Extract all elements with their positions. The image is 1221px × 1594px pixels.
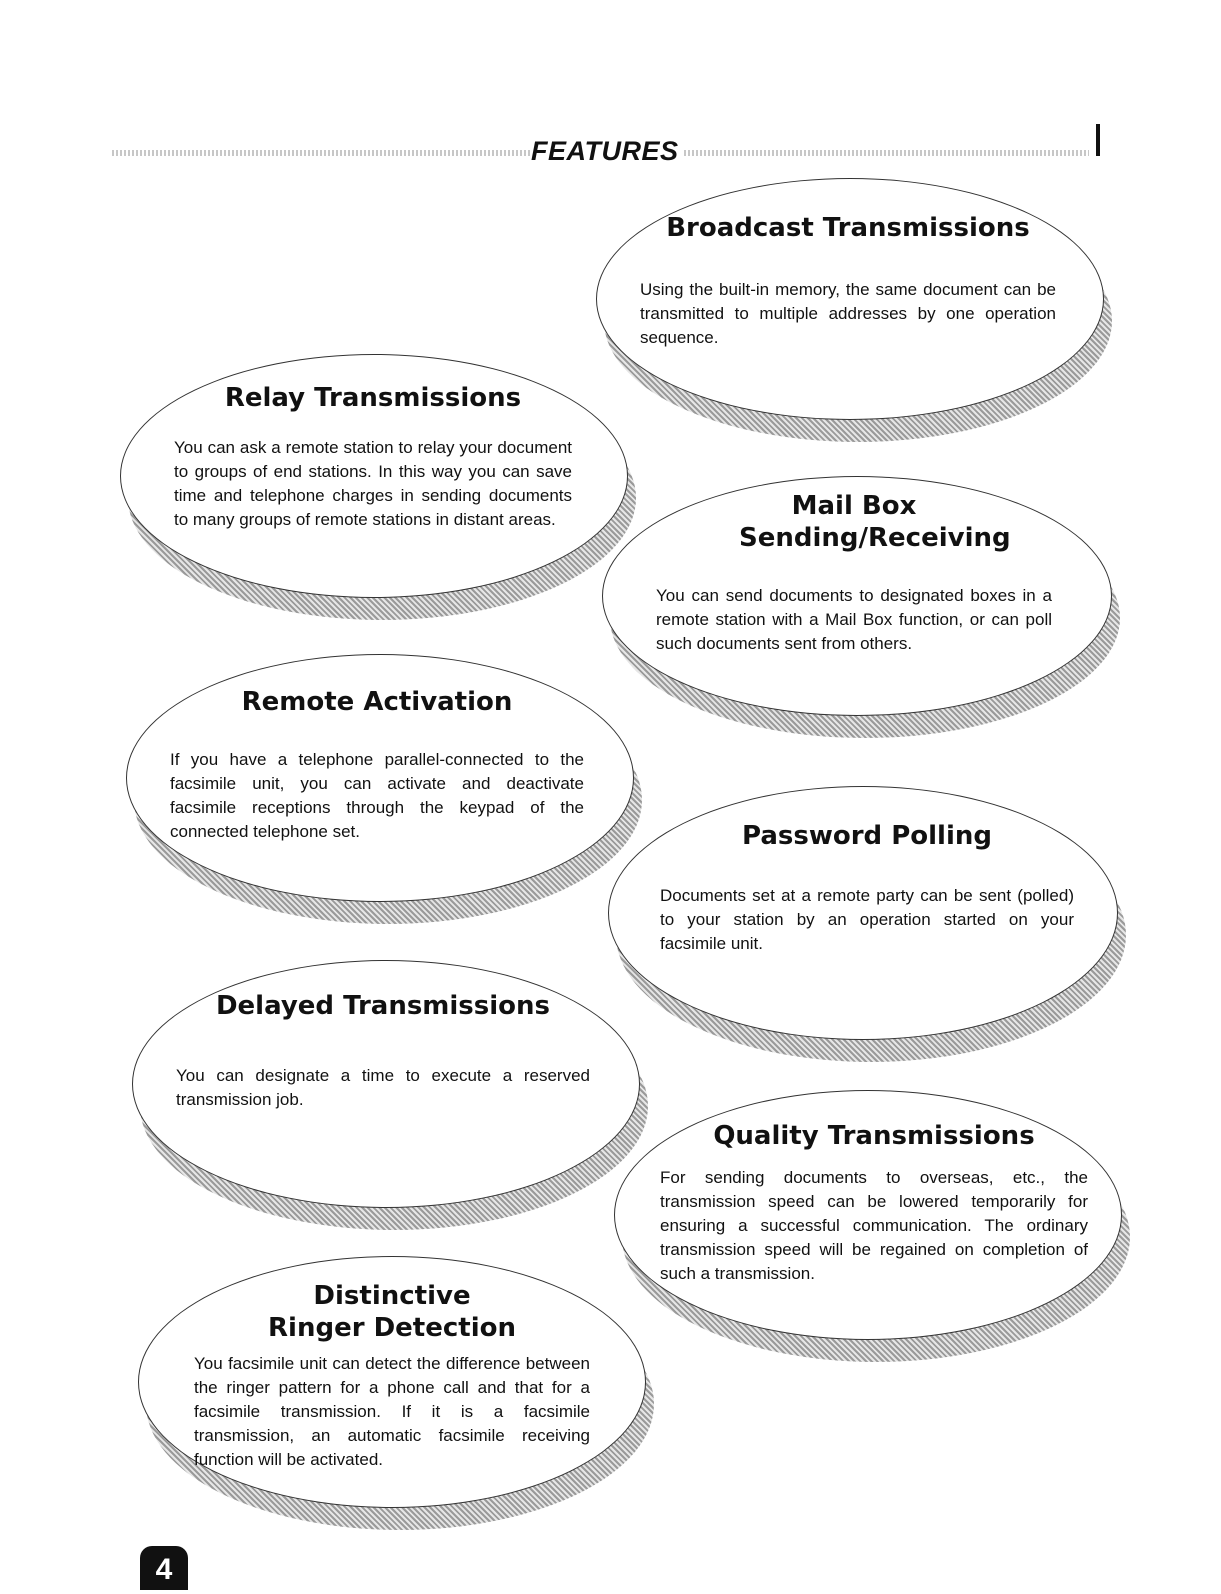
header-rule-right — [684, 150, 1089, 156]
page-title: FEATURES — [531, 136, 679, 166]
header-rule-left — [112, 150, 530, 156]
feature-description: For sending documents to overseas, etc., the transmission speed can be lowered temporarily for ensuring a successful communication. The ordinary transmission speed will be regained on completion of such a transmission. — [660, 1168, 1088, 1283]
feature-title: Remote Activation — [241, 687, 513, 717]
feature-title: Broadcast Transmissions — [666, 213, 1030, 243]
feature-description: Using the built-in memory, the same document can be transmitted to multiple addresses by one operation sequence. — [640, 280, 1056, 347]
feature-bubble-broadcast-transmissions — [596, 178, 1104, 420]
feature-title: Quality Transmissions — [713, 1121, 1035, 1151]
feature-title: Delayed Transmissions — [215, 991, 551, 1021]
feature-title: Password Polling — [742, 821, 992, 851]
feature-bubble-quality-transmissions — [614, 1090, 1122, 1340]
page-number-tab: 4 — [140, 1546, 188, 1590]
feature-description: Documents set at a remote party can be sent (polled) to your station by an operation started on your facsimile unit. — [660, 886, 1074, 953]
feature-bubble-password-polling — [608, 786, 1118, 1040]
feature-description: You facsimile unit can detect the difference between the ringer pattern for a phone call and that for a facsimile transmission. If it is a facsimile transmission, an automatic facsimile receiving function will be activated. — [194, 1354, 590, 1469]
feature-title: Distinctive Ringer Detection — [268, 1281, 516, 1343]
feature-bubble-distinctive-ringer-detection — [138, 1256, 646, 1508]
feature-bubble-relay-transmissions — [120, 354, 628, 598]
feature-bubble-remote-activation — [126, 654, 634, 902]
margin-change-bar — [1096, 124, 1100, 156]
feature-title: Relay Transmissions — [224, 383, 522, 413]
feature-description: You can send documents to designated boxes in a remote station with a Mail Box function, or can poll such documents sent from others. — [656, 586, 1052, 653]
feature-description: You can ask a remote station to relay your document to groups of end stations. In this way you can save time and telephone charges in sending documents to many groups of remote stations in distant areas. — [174, 438, 572, 529]
feature-bubble-delayed-transmissions — [132, 960, 640, 1208]
feature-description: You can designate a time to execute a reserved transmission job. — [176, 1066, 590, 1109]
feature-title: Mail Box Sending/Receiving — [739, 491, 1011, 553]
feature-description: If you have a telephone parallel-connected to the facsimile unit, you can activate and deactivate facsimile receptions through the keypad of the connected telephone set. — [170, 750, 584, 841]
feature-bubble-mail-box — [602, 476, 1112, 716]
